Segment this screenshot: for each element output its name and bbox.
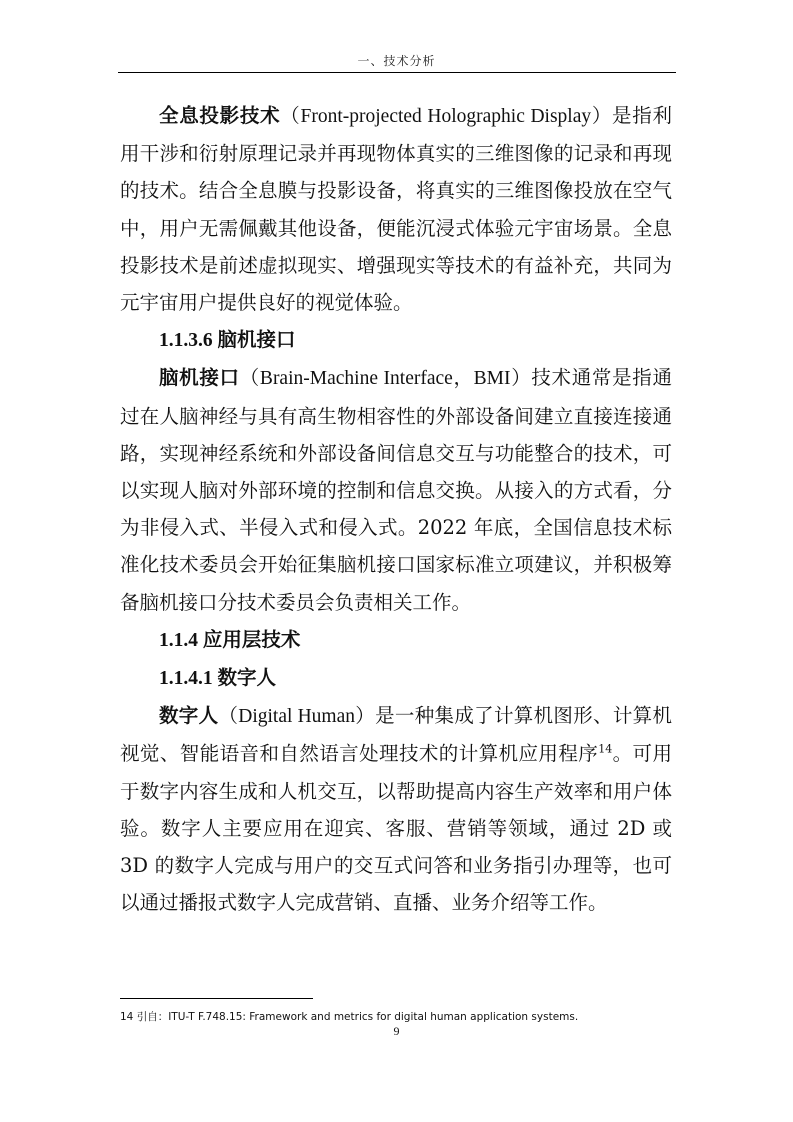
header-rule bbox=[118, 72, 676, 73]
term-holographic-display: 全息投影技术 bbox=[159, 104, 281, 127]
paragraph-brain-machine-interface bbox=[120, 359, 672, 620]
running-header: 一、技术分析 bbox=[357, 54, 436, 68]
paragraph-digital-human-text: 是一种集成了计算机图形、计算机视觉、智能语音和自然语言处理技术的计算机应用程序 bbox=[120, 704, 672, 766]
section-heading-1-1-4 bbox=[120, 621, 672, 659]
footnote-reference[interactable]: 14 bbox=[598, 742, 613, 756]
term-brain-machine-interface-english: （Brain-Machine Interface，BMI） bbox=[239, 368, 532, 390]
footnote: 14 引自：ITU-T F.748.15: Framework and metrics for digital human application systems. bbox=[120, 1011, 579, 1023]
term-holographic-display-english: （Front-projected Holographic Display） bbox=[280, 106, 613, 127]
paragraph-digital-human bbox=[120, 697, 672, 921]
footnote-divider bbox=[120, 998, 313, 999]
term-digital-human: 数字人 bbox=[159, 704, 219, 728]
section-title: 应用层技术 bbox=[202, 627, 301, 651]
page-body bbox=[120, 97, 672, 921]
term-digital-human-english: （Digital Human） bbox=[218, 706, 376, 728]
paragraph-brain-machine-interface-text: 技术通常是指通过在人脑神经与具有高生物相容性的外部设备间建立直接连接通路，实现神经系统和外部设备间信息交互与功能整合的技术，可以实现人脑对外部环境的控制和信息交换。从接入的方式看，分为非侵入式、半侵入式和侵入式。2022 年底，全国信息技术标准化技术委员会开始征集脑机接口国家标准立项建议，并积极筹备脑机接口分技术委员会负责相关工作。 bbox=[120, 366, 672, 614]
term-brain-machine-interface: 脑机接口 bbox=[159, 366, 240, 390]
paragraph-holographic-display bbox=[120, 97, 672, 321]
section-number: 1.1.4 bbox=[159, 629, 198, 651]
section-title: 数字人 bbox=[217, 666, 277, 690]
section-heading-1-1-3-6 bbox=[120, 321, 672, 359]
section-number: 1.1.4.1 bbox=[159, 668, 213, 690]
page-number: 9 bbox=[393, 1024, 400, 1038]
section-heading-1-1-4-1 bbox=[120, 659, 672, 697]
paragraph-holographic-display-text: 是指利用干涉和衍射原理记录并再现物体真实的三维图像的记录和再现的技术。结合全息膜与投影设备，将真实的三维图像投放在空气中，用户无需佩戴其他设备，便能沉浸式体验元宇宙场景。全息投影技术是前述虚拟现实、增强现实等技术的有益补充，共同为元宇宙用户提供良好的视觉体验。 bbox=[120, 104, 672, 315]
section-title: 脑机接口 bbox=[217, 328, 296, 352]
paragraph-digital-human-text-continued: 。可用于数字内容生成和人机交互，以帮助提高内容生产效率和用户体验。数字人主要应用在迎宾、客服、营销等领域，通过 2D 或 3D 的数字人完成与用户的交互式问答和业务指引办理等，也可以通过播报式数字人完成营销、直播、业务介绍等工作。 bbox=[120, 742, 672, 915]
section-number: 1.1.3.6 bbox=[159, 330, 213, 352]
